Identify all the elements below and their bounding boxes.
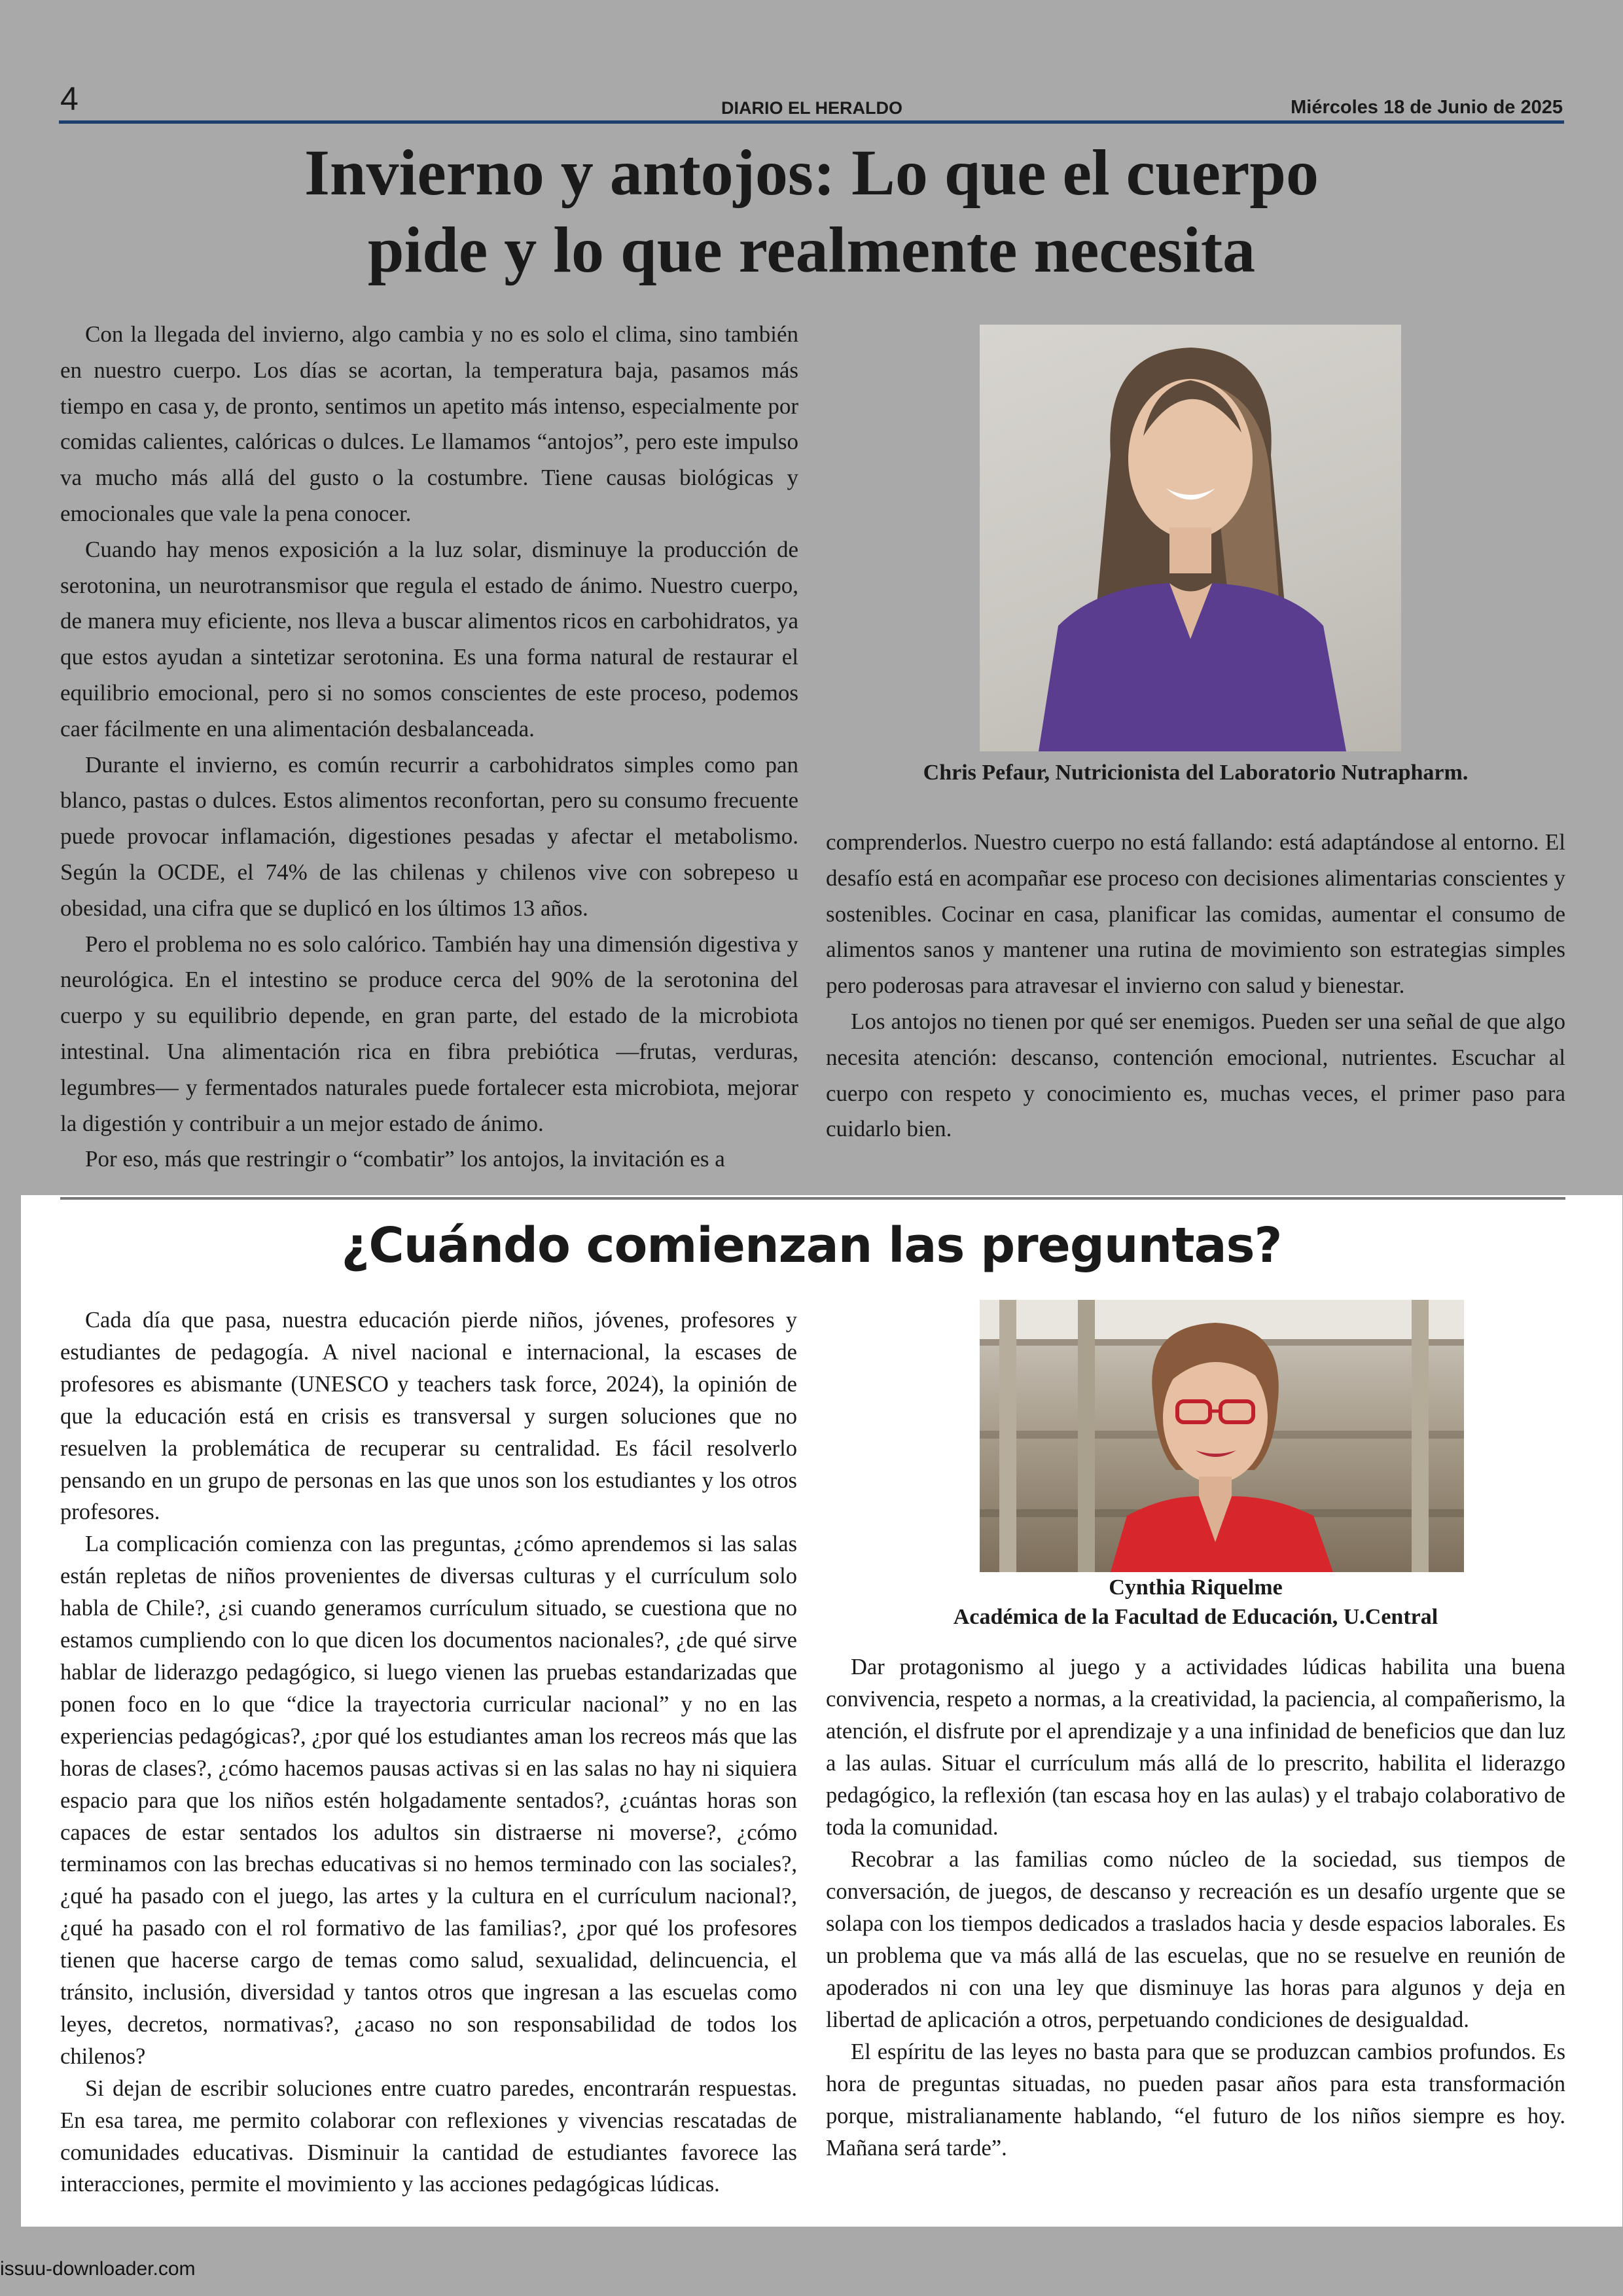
article1-paragraph: Con la llegada del invierno, algo cambia y no es solo el clima, sino también en nuestro cuerpo. Los días se acortan, la temperatura baja, pasamos más tiempo en casa y, de pronto, sentimos un apetito más intenso, especialmente por comidas calientes, calóricas o dulces. Le llamamos “antojos”, pero este impulso va mucho más allá del gusto o la costumbre. Tiene causas biológicas y emocionales que vale la pena conocer. bbox=[60, 321, 798, 526]
article2-paragraph: Si dejan de escribir soluciones entre cuatro paredes, encontrarán respuestas. En esa tarea, me permito colaborar con reflexiones y vivencias rescatadas de comunidades educativas. Disminuir la cantidad de estudiantes favorece las interacciones, permite el movimiento y las acciones pedagógicas lúdicas. bbox=[60, 2075, 797, 2197]
academic-role: Académica de la Facultad de Educación, U.Central bbox=[953, 1605, 1438, 1629]
article1-headline-line1: Invierno y antojos: Lo que el cuerpo bbox=[304, 136, 1319, 209]
issue-date: Miércoles 18 de Junio de 2025 bbox=[1291, 97, 1563, 118]
nutritionist-photo-caption: Chris Pefaur, Nutricionista del Laboratorio Nutrapharm. bbox=[923, 761, 1469, 785]
article2-left-column bbox=[60, 1304, 797, 2200]
article1-paragraph: Los antojos no tienen por qué ser enemigos. Pueden ser una señal de que algo necesita atención: descanso, contención emocional, nutrientes. Escuchar al cuerpo con respeto y conocimiento es, muchas veces, el primer paso para cuidarlo bien. bbox=[826, 1008, 1565, 1142]
newspaper-name: DIARIO EL HERALDO bbox=[721, 98, 903, 118]
header-rule bbox=[59, 120, 1564, 124]
article1-paragraph: Durante el invierno, es común recurrir a carbohidratos simples como pan blanco, pastas o dulces. Estos alimentos reconfortan, pero su consumo frecuente puede provocar inflamación, digestiones pesadas y afectar el metabolismo. Según la OCDE, el 74% de las chilenas y chilenos vive con sobrepeso u obesidad, una cifra que se duplicó en los últimos 13 años. bbox=[60, 751, 798, 921]
article1-paragraph-continued: comprenderlos. Nuestro cuerpo no está fallando: está adaptándose al entorno. El desafío está en acompañar ese proceso con decisiones alimentarias conscientes y sostenibles. Cocinar en casa, planificar las comidas, aumentar el consumo de alimentos sanos y mantener una rutina de movimiento son estrategias simples pero poderosas para atravesar el invierno con salud y bienestar. bbox=[826, 829, 1565, 999]
nutritionist-photo bbox=[980, 325, 1401, 751]
article1-headline-line2: pide y lo que realmente necesita bbox=[367, 213, 1256, 286]
article2-paragraph: La complicación comienza con las preguntas, ¿cómo aprendemos si las salas están repletas de niños provenientes de diversas culturas y el currículum solo habla de Chile?, ¿si cuando generamos currículum situado, se cuestiona que no estamos cumpliendo con lo que dicen los documentos nacionales?, ¿de qué sirve hablar de liderazgo pedagógico, si luego vienen las pruebas estandarizadas que ponen foco en lo que “dice la trayectoria curricular nacional” y no en las experiencias pedagógicas?, ¿por qué los estudiantes aman los recreos más que las horas de clases?, ¿cómo hacemos pausas activas si en las salas no hay ni siquiera espacio para que los niños estén holgadamente sentados?, ¿cuántas horas son capaces de estar sentados los adultos sin distraerse ni moverse?, ¿cómo terminamos con las brechas educativas si no hemos terminado con las sociales?, ¿qué ha pasado con el juego, las artes y la cultura en el currículum nacional?, ¿qué ha pasado con el rol formativo de las familias?, ¿por qué los profesores tienen que hacerse cargo de temas como salud, sexualidad, delincuencia, el tránsito, inclusión, diversidad y tantos otros que ingresan a las escuelas como leyes, decretos, normativas?, ¿acaso no son responsabilidad de todos los chilenos? bbox=[60, 1532, 797, 2069]
academic-name: Cynthia Riquelme bbox=[1109, 1575, 1283, 1600]
academic-photo bbox=[980, 1300, 1464, 1572]
page-number: 4 bbox=[60, 81, 79, 117]
academic-photo-caption bbox=[826, 1573, 1565, 1632]
article2-headline: ¿Cuándo comienzan las preguntas? bbox=[341, 1217, 1282, 1274]
article2-paragraph: Dar protagonismo al juego y a actividades lúdicas habilita una buena convivencia, respeto a normas, a la creatividad, la paciencia, al compañerismo, la atención, el disfrute por el aprendizaje y a una infinidad de beneficios que dan luz a las aulas. Situar el currículum más allá de lo prescrito, habilita el liderazgo pedagógico, la reflexión (tan escasa hoy en las aulas) y el trabajo colaborativo de toda la comunidad. bbox=[826, 1655, 1565, 1840]
article2-paragraph: Recobrar a las familias como núcleo de la sociedad, sus tiempos de conversación, de juegos, de descanso y recreación es un desafío urgente que se solapa con los tiempos dedicados a traslados hacia y desde espacios laborales. Es un problema que va más allá de las escuelas, que no se resuelve en reunión de apoderados ni con una ley que disminuye las horas para algunos y deja en libertad de aplicación a otros, perpetuando condiciones de desigualdad. bbox=[826, 1847, 1565, 2032]
article2-top-rule bbox=[60, 1197, 1565, 1200]
article1-paragraph: Cuando hay menos exposición a la luz solar, disminuye la producción de serotonina, un neurotransmisor que regula el estado de ánimo. Nuestro cuerpo, de manera muy eficiente, nos lleva a buscar alimentos ricos en carbohidratos, ya que estos ayudan a sintetizar serotonina. Es una forma natural de restaurar el equilibrio emocional, pero si no somos conscientes de este proceso, podemos caer fácilmente en una alimentación desbalanceada. bbox=[60, 536, 798, 742]
article1-paragraph: Por eso, más que restringir o “combatir” los antojos, la invitación es a bbox=[85, 1146, 725, 1172]
article1-headline bbox=[131, 134, 1492, 289]
article1-paragraph: Pero el problema no es solo calórico. También hay una dimensión digestiva y neurológica. En el intestino se produce cerca del 90% de la serotonina del cuerpo y su equilibrio depende, en gran parte, del estado de la microbiota intestinal. Una alimentación rica en fibra prebiótica —frutas, verduras, legumbres— y fermentados naturales puede fortalecer esta microbiota, mejorar la digestión y contribuir a un mejor estado de ánimo. bbox=[60, 931, 798, 1136]
article1-right-column bbox=[826, 825, 1565, 1147]
article2-right-column bbox=[826, 1651, 1565, 2164]
watermark-credit: issuu-downloader.com bbox=[0, 2258, 196, 2280]
article2-paragraph: Cada día que pasa, nuestra educación pierde niños, jóvenes, profesores y estudiantes de pedagogía. A nivel nacional e internacional, la escases de profesores es abismante (UNESCO y teachers task force, 2024), la opinión de que la educación está en crisis es transversal y surgen soluciones que no resuelven la problemática de recuperar su centralidad. Es fácil resolverlo pensando en un grupo de personas en las que unos son los estudiantes y los otros profesores. bbox=[60, 1308, 797, 1525]
article1-left-column bbox=[60, 317, 798, 1177]
article2-paragraph: El espíritu de las leyes no basta para que se produzcan cambios profundos. Es hora de preguntas situadas, no pueden pasar años para esta transformación porque, mistralianamente hablando, “el futuro de los niños siempre es hoy. Mañana será tarde”. bbox=[826, 2039, 1565, 2161]
